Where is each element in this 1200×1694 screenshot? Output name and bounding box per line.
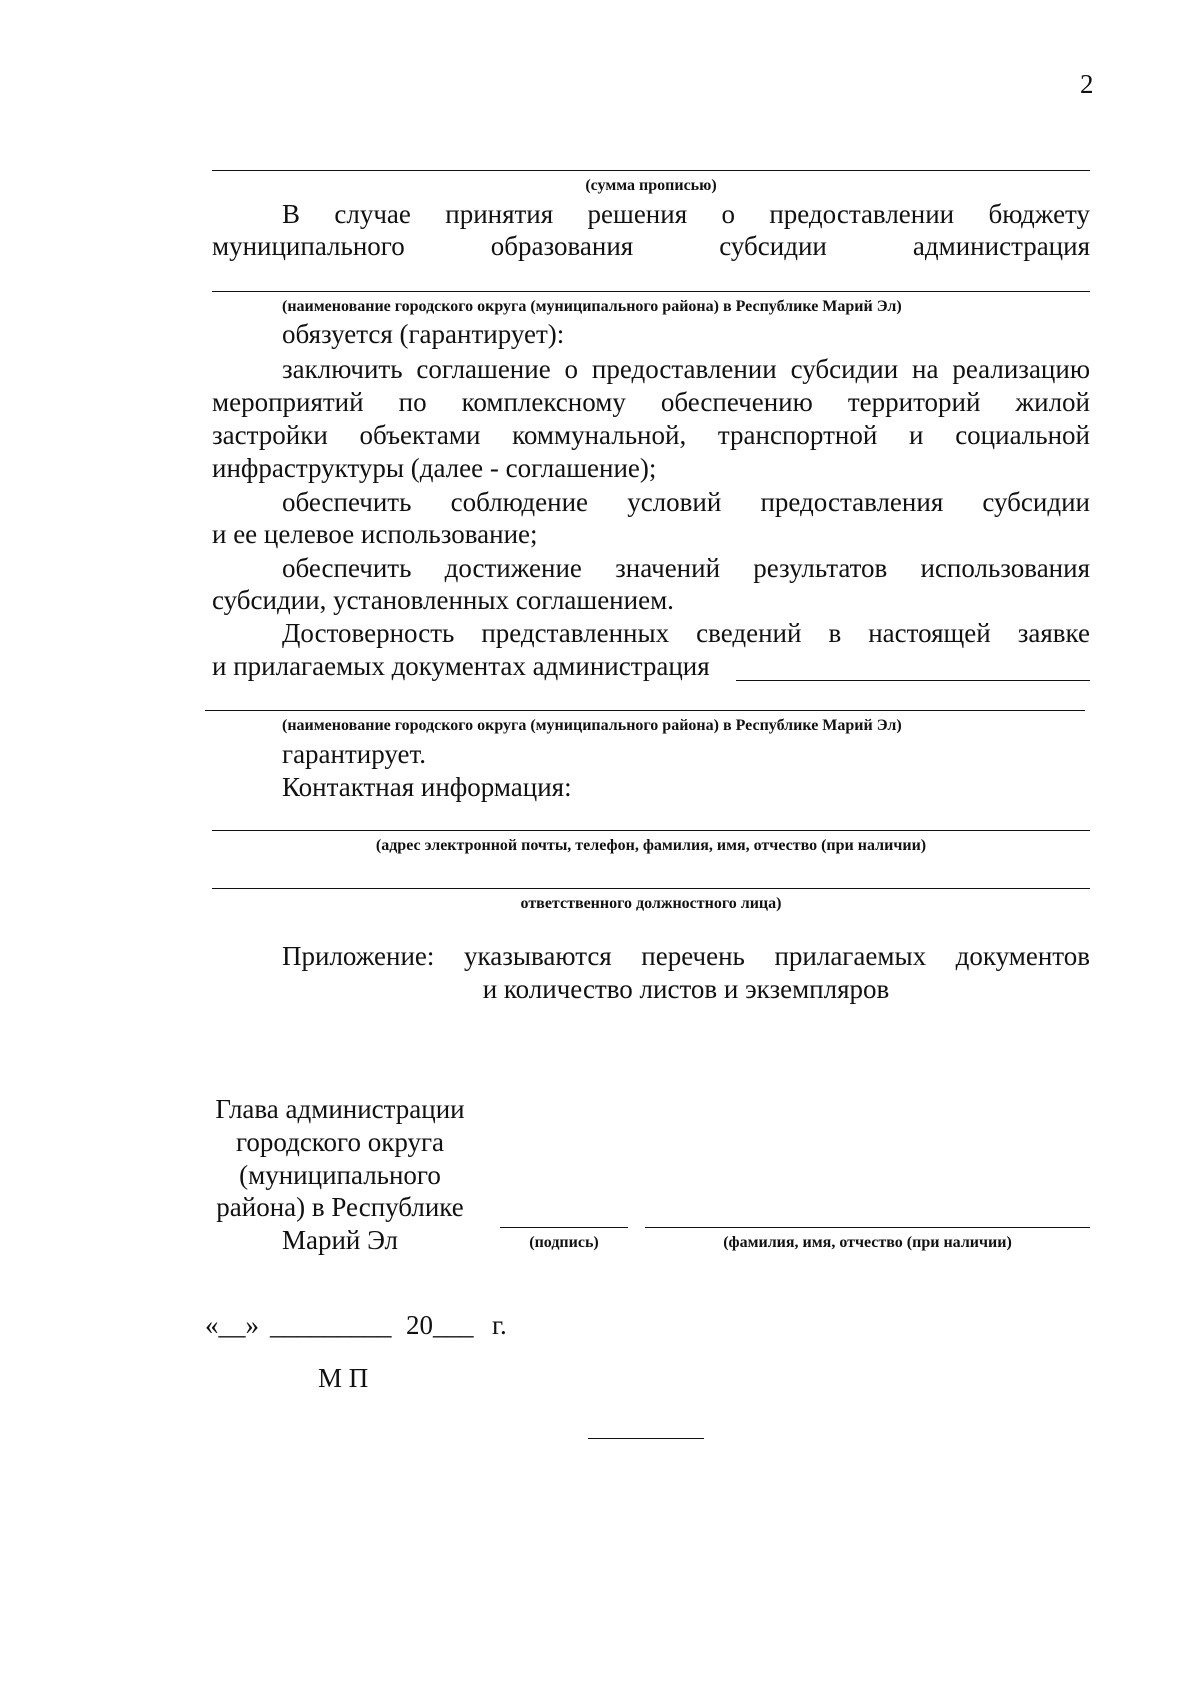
signatory-line4: района) в Республике [216,1192,464,1222]
p-reliability-line1: Достоверность представленных сведений в настоящей заявке [282,618,1090,648]
fullname-line [645,1227,1090,1228]
p-reliability-line2: и прилагаемых документах администрация [212,651,710,681]
signature-line [500,1227,628,1228]
signatory-line5: Марий Эл [281,1225,399,1255]
p-results-line1: обеспечить достижение значений результатов использования [282,553,1090,583]
p-agreement-line4: инфраструктуры (далее - соглашение); [212,453,657,483]
municipality-line-2 [205,710,1085,711]
p-compliance-line1: обеспечить соблюдение условий предоставления субсидии [282,487,1090,517]
caption-contact-2: ответственного должностного лица) [520,895,782,912]
contact-line-2 [212,888,1090,889]
contact-info-label: Контактная информация: [282,772,572,802]
p-agreement-line2: мероприятий по комплексному обеспечению территорий жилой [212,387,1090,417]
appendix-line1: Приложение: указываются перечень прилагаемых документов [282,941,1090,971]
caption-municipality-2: (наименование городского округа (муниципального района) в Республике Марий Эл) [282,717,902,734]
p-results-line2: субсидии, установленных соглашением. [212,585,674,615]
municipality-line [212,291,1090,292]
caption-signature: (подпись) [529,1234,599,1251]
signatory-line3: (муниципального [239,1160,441,1190]
seal-place: М П [318,1363,369,1393]
date-month-blank: _________ [270,1310,392,1340]
reliability-fill-line [736,680,1090,681]
sum-line [212,170,1090,171]
caption-municipality: (наименование городского округа (муниципального района) в Республике Марий Эл) [282,298,902,315]
p-compliance-line2: и ее целевое использование; [212,519,538,549]
caption-sum: (сумма прописью) [585,177,717,194]
p-agreement-line1: заключить соглашение о предоставлении субсидии на реализацию [282,354,1090,384]
guarantees-text: гарантирует. [282,739,427,769]
obligates-text: обязуется (гарантирует): [282,319,565,349]
signatory-line2: городского округа [235,1127,445,1157]
signatory-line1: Глава администрации [215,1094,465,1124]
caption-fullname: (фамилия, имя, отчество (при наличии) [723,1234,1012,1251]
page-number: 2 [1080,69,1094,99]
date-year: 20___ [406,1310,474,1340]
appendix-line2: и количество листов и экземпляров [482,974,890,1004]
date-open-quote: «__» [205,1310,259,1340]
p-subsidy-line1: В случае принятия решения о предоставлении бюджету [282,199,1090,229]
contact-line-1 [212,830,1090,831]
end-divider [588,1438,704,1439]
date-year-suffix: г. [492,1310,507,1340]
p-agreement-line3: застройки объектами коммунальной, транспортной и социальной [212,420,1090,450]
p-subsidy-line2: муниципального образования субсидии администрация [212,231,1090,261]
caption-contact-1: (адрес электронной почты, телефон, фамилия, имя, отчество (при наличии) [375,837,927,854]
